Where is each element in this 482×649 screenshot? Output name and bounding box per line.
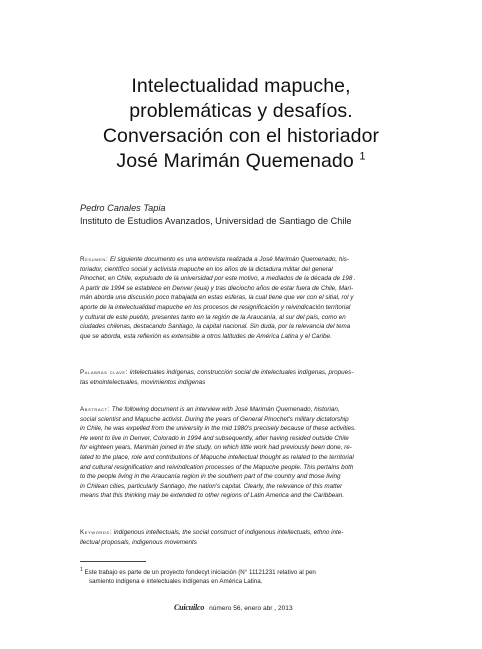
resumen-section [80, 255, 406, 341]
resumen-line-text: El siguiente documento es una entrevista realizada a José Marimán Quemenado, his- [108, 256, 350, 263]
abstract-line [80, 405, 406, 415]
keywords-line: llectual proposals, indigenous movements [80, 538, 197, 546]
palabras-clave-line-text: intelectuales indígenas, construcción social de intelectuales indígenas, propues- [127, 369, 354, 376]
resumen-line: ciudades chilenas, destacando Santiago, la capital nacional. Sin duda, por la relevancia del tema [80, 323, 351, 331]
resumen-line [80, 255, 406, 265]
resumen-line: toriador, científico social y activista mapuche en los años de la dictadura militar del general [80, 265, 333, 273]
author-affiliation: Instituto de Estudios Avanzados, Universidad de Santiago de Chile [80, 216, 352, 226]
abstract-section [80, 405, 406, 501]
footnote [80, 566, 406, 586]
resumen-line: y cultural de este pueblo, presentes tanto en la región de la Araucanía, al sur del país, como en [80, 313, 346, 321]
abstract-line: to the people living in the Araucanía region in the southern part of the country and those living [80, 473, 341, 481]
palabras-clave-line [80, 368, 406, 378]
journal-issue: número 56, enero abr , 2013 [209, 605, 293, 612]
title-line: Conversación con el historiador [102, 125, 380, 147]
resumen-line: aporte de la intelectualidad mapuche en los procesos de resignificación y reivindicación territorial [80, 303, 351, 311]
palabras-clave-label: Palabras clave: [80, 369, 128, 376]
footnote-line-text: Este trabajo es parte de un proyecto fondecyt iniciación (N° 11121231 relativo al pen [82, 569, 316, 577]
article-title [60, 74, 422, 174]
title-footnote-mark[interactable]: 1 [359, 150, 366, 163]
abstract-label: Abstract: [80, 406, 111, 413]
abstract-line: in Chilean cities, particularly Santiago, the nation's capital. Clearly, the relevance of this matter [80, 482, 343, 490]
footnote-mark: 1 [80, 567, 83, 573]
journal-logo: Cuicuilco [174, 603, 205, 612]
footnote-line: samiento indígena e intelectuales indígenas en América Latina. [89, 578, 263, 586]
resumen-line: Pinochet, en Chile, expulsado de la universidad por este motivo, a mediados de la década de 198 . [80, 275, 356, 283]
title-line-text: José Marimán Quemenado [116, 150, 354, 172]
footnote-line [80, 566, 406, 577]
abstract-line: social scientist and Mapuche activist. During the years of General Pinochet's military dictatorship [80, 415, 349, 423]
title-line: problemáticas y desafíos. [129, 100, 353, 122]
title-line [60, 149, 422, 174]
abstract-line: lated to the place, role and contributions of Mapuche intellectual thought as related to the territorial [80, 453, 354, 461]
abstract-line-text: The following document is an interview with José Marimán Quemenado, historian, [110, 406, 340, 413]
resumen-line: que se aborda, esta reflexión es extensible a otros latitudes de América Latina y el Caribe. [80, 332, 332, 340]
title-line: Intelectualidad mapuche, [131, 75, 351, 97]
keywords-line-text: indigenous intellectuals, the social construct of indigenous intellectuals, ethno inte- [112, 529, 344, 536]
resumen-line: mán aborda una discusión poco trabajada en estas esferas, la cual tiene que ver con el sitial, rol y [80, 294, 354, 302]
palabras-clave-line: tas etnointelectuales, movimientos indígenas [80, 378, 206, 386]
author-name: Pedro Canales Tapia [80, 203, 166, 213]
abstract-line: in Chile, he was expelled from the university in the mid 1980's precisely because of these activities. [80, 425, 356, 433]
abstract-line: He went to live in Denver, Colorado in 1994 and subsequently, after having resided outside Chile [80, 434, 349, 442]
resumen-label: Resumen: [80, 256, 109, 263]
footnote-divider [80, 561, 146, 562]
journal-footer [174, 603, 374, 612]
abstract-line: for eighteen years, Marimán joined in the study, on which little work had previously been done, re- [80, 444, 352, 452]
keywords-label: Keywords: [80, 529, 113, 536]
resumen-line: A partir de 1994 se establece en Denver (eua) y tras dieciocho años de estar fuera de Chile, Mari- [80, 284, 354, 292]
palabras-clave-section [80, 368, 406, 387]
keywords-line [80, 528, 406, 538]
abstract-line: means that this thinking may be extended to other regions of Latin America and the Caribbean. [80, 492, 345, 500]
keywords-section [80, 528, 406, 547]
abstract-line: and cultural resignification and reivindication processes of the Mapuche people. This pertains both [80, 463, 354, 471]
